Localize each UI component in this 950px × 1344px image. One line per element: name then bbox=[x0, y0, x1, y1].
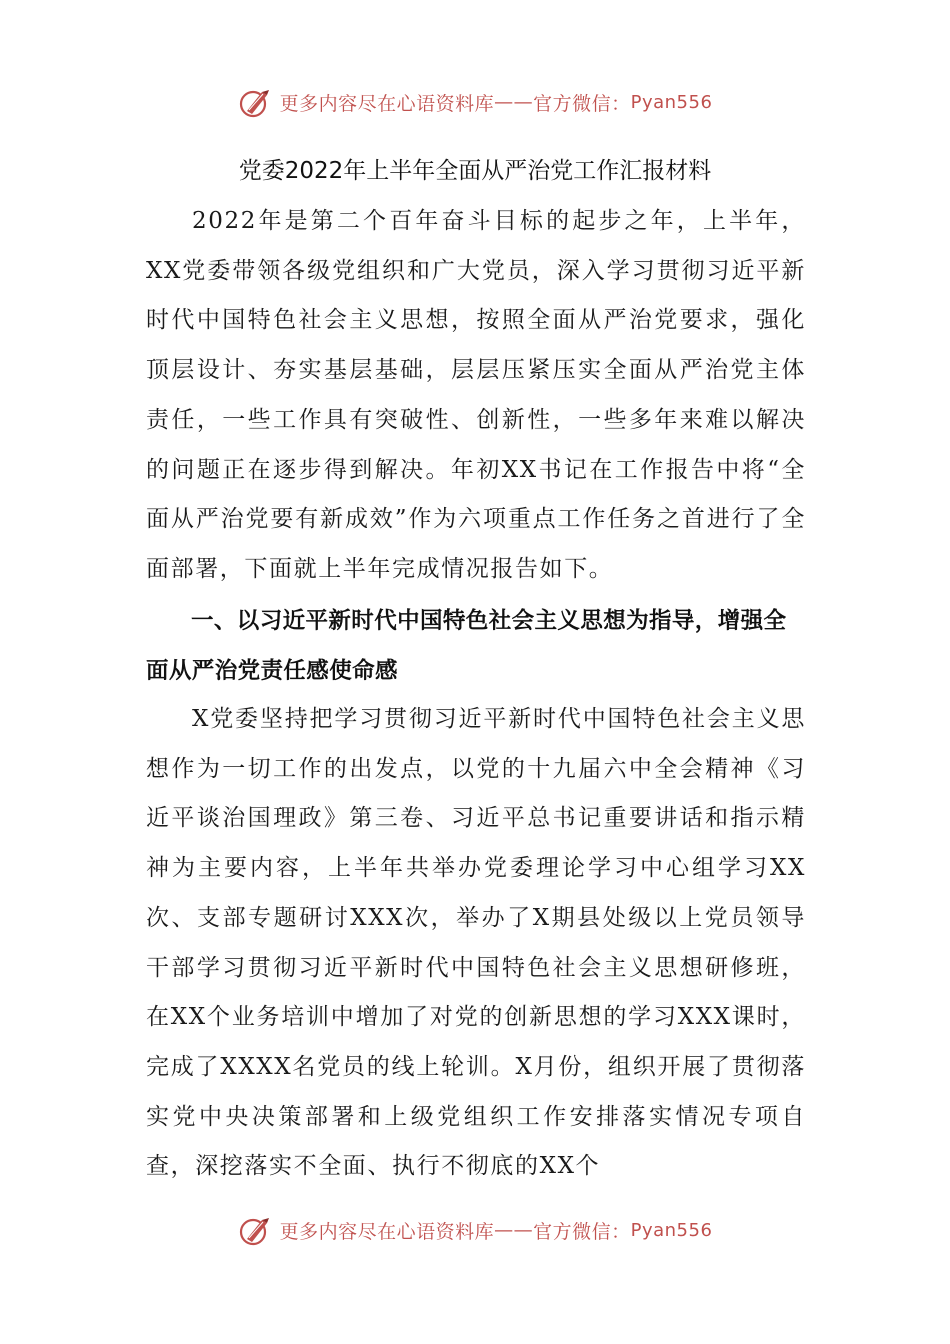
section-heading-1: 一、以习近平新时代中国特色社会主义思想为指导，增强全面从严治党责任感使命感 bbox=[146, 608, 787, 684]
watermark-contact-label: 官方微信： bbox=[533, 92, 631, 115]
watermark-text: 更多内容尽在心语资料库 bbox=[279, 92, 495, 115]
pen-nib-logo-icon bbox=[238, 84, 274, 120]
watermark-contact-id: Pyan556 bbox=[630, 91, 713, 113]
watermark-footer bbox=[0, 1210, 950, 1250]
document-title: 党委2022年上半年全面从严治党工作汇报材料 bbox=[238, 158, 712, 184]
paragraph-intro: 2022年是第二个百年奋斗目标的起步之年，上半年，XX党委带领各级党组织和广大党员，深入学习贯彻习近平新时代中国特色社会主义思想，按照全面从严治党要求，强化顶层设计、夯实基层基础，层层压紧压实全面从严治党主体责任，一些工作具有突破性、创新性，一些多年来难以解决的问题正在逐步得到解决。年初XX书记在工作报告中将“全面从严治党要有新成效”作为六项重点工作任务之首进行了全面部署，下面就上半年完成情况报告如下。 bbox=[146, 208, 806, 582]
watermark-text: 更多内容尽在心语资料库 bbox=[279, 1220, 495, 1243]
paragraph-section-1: X党委坚持把学习贯彻习近平新时代中国特色社会主义思想作为一切工作的出发点，以党的十九届六中全会精神《习近平谈治国理政》第三卷、习近平总书记重要讲话和指示精神为主要内容，上半年共举办党委理论学习中心组学习XX次、支部专题研讨XXX次，举办了X期县处级以上党员领导干部学习贯彻习近平新时代中国特色社会主义思想研修班，在XX个业务培训中增加了对党的创新思想的学习XXX课时，完成了XXXX名党员的线上轮训。X月份，组织开展了贯彻落实党中央决策部署和上级党组织工作安排落实情况专项自查，深挖落实不全面、执行不彻底的XX个 bbox=[146, 706, 806, 1180]
pen-nib-logo-icon bbox=[238, 1212, 274, 1248]
watermark-contact-id: Pyan556 bbox=[630, 1219, 713, 1241]
watermark-dash: —— bbox=[494, 91, 534, 113]
watermark-dash: —— bbox=[494, 1219, 534, 1241]
watermark-contact-label: 官方微信： bbox=[533, 1220, 631, 1243]
watermark-header bbox=[0, 82, 950, 122]
